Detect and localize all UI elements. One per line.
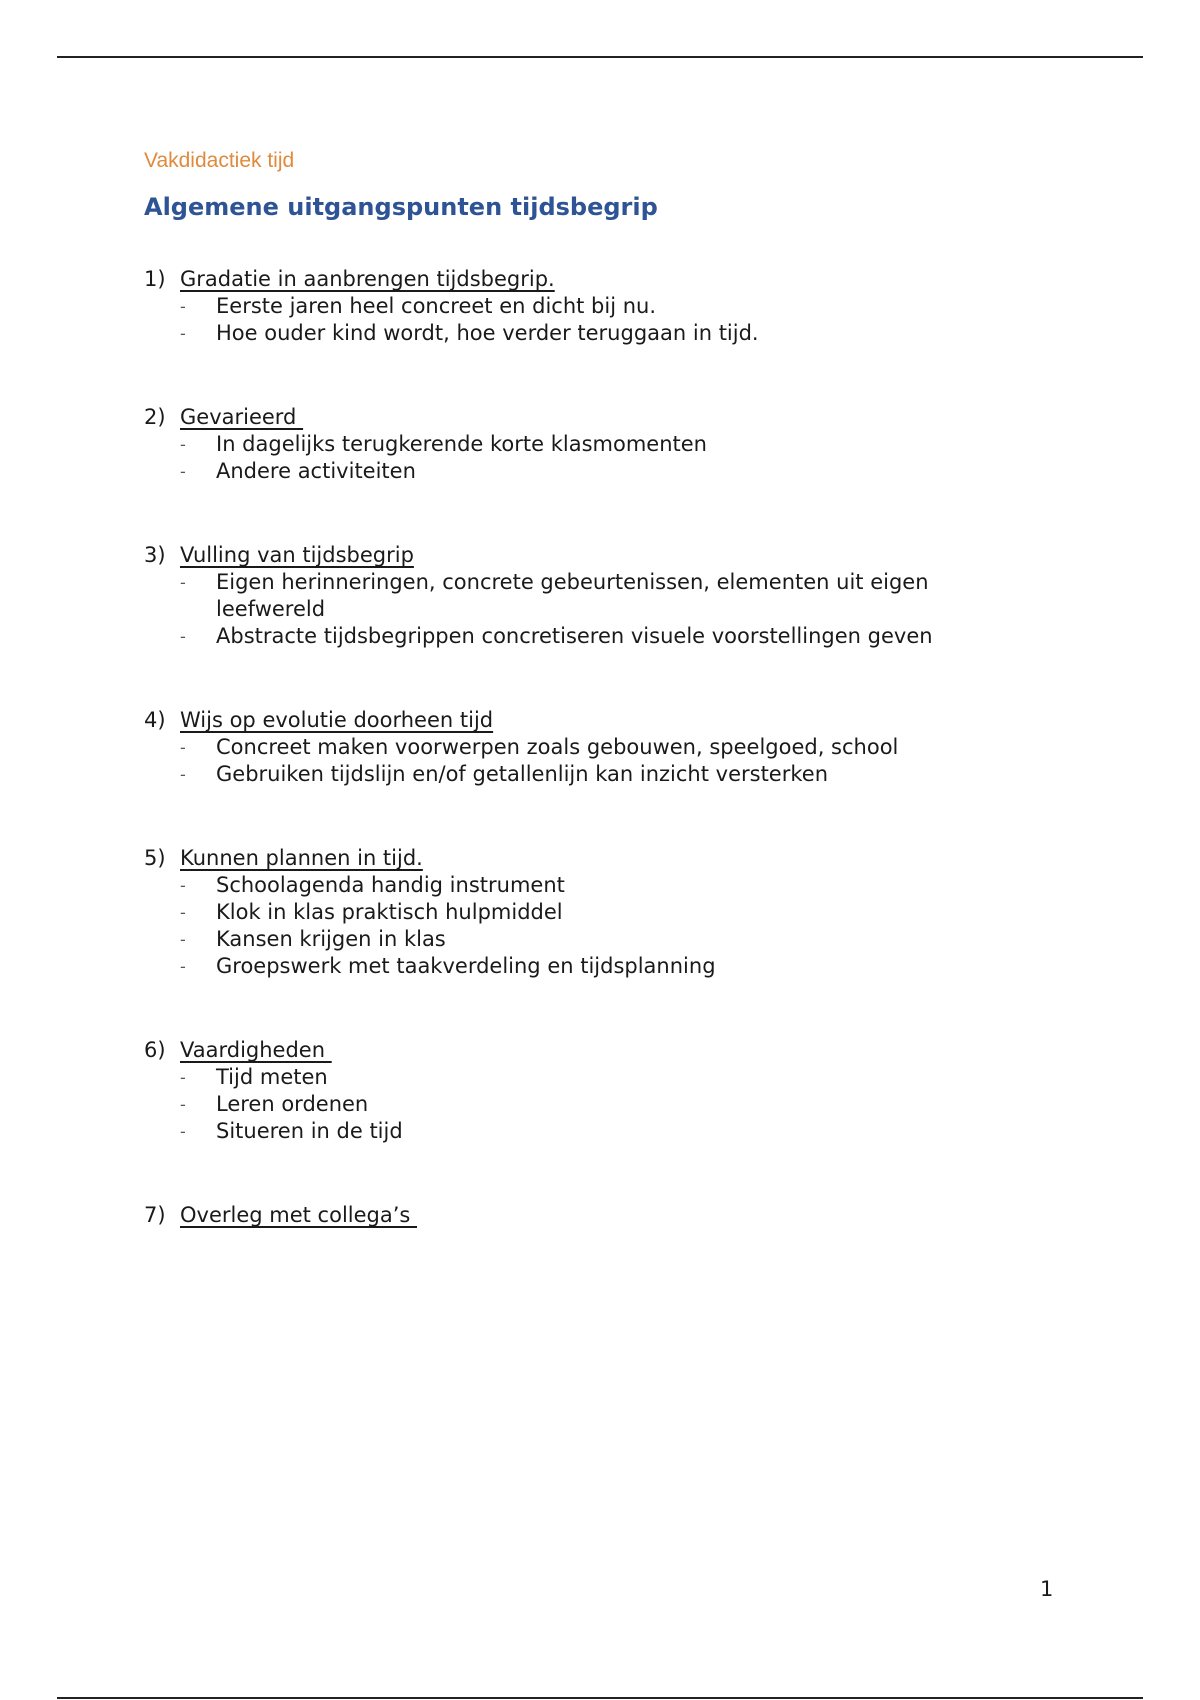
section-title-text: Gevarieerd [180,405,304,429]
section-title [144,265,1044,293]
bullet-dash: - [180,903,186,922]
list-item [144,320,1044,347]
bullet-dash: - [180,435,186,454]
document-heading: Algemene uitgangspunten tijdsbegrip [144,193,658,221]
list-item [144,1064,1044,1091]
section-title [144,541,1044,569]
list-item-text: Gebruiken tijdslijn en/of getallenlijn kan inzicht versterken [216,762,829,786]
list-item [144,926,1044,953]
bullet-dash: - [180,930,186,949]
page-number: 1 [1040,1577,1054,1601]
bullet-list [144,872,1044,980]
list-item-text: Leren ordenen [216,1092,369,1116]
section-title-text: Gradatie in aanbrengen tijdsbegrip. [180,267,555,291]
list-item-text: Situeren in de tijd [216,1119,403,1143]
bullet-list [144,431,1044,485]
list-item [144,899,1044,926]
header-rule [57,56,1143,58]
section [144,1036,1044,1145]
list-item-text: Concreet maken voorwerpen zoals gebouwen, speelgoed, school [216,735,899,759]
bullet-dash: - [180,957,186,976]
section-number: 5) [144,846,166,870]
section-number: 7) [144,1203,166,1227]
section-number: 6) [144,1038,166,1062]
section-number: 3) [144,543,166,567]
section-title-text: Vaardigheden [180,1038,332,1062]
section [144,844,1044,980]
sections-list [144,265,1044,1229]
document-page [144,145,1044,1285]
bullet-dash: - [180,765,186,784]
bullet-dash: - [180,462,186,481]
list-item [144,761,1044,788]
list-item [144,1118,1044,1145]
section-title [144,706,1044,734]
section-title-text: Wijs op evolutie doorheen tijd [180,708,494,732]
section-number: 1) [144,267,166,291]
bullet-dash: - [180,1122,186,1141]
list-item [144,431,1044,458]
bullet-dash: - [180,573,186,592]
list-item-text: Eerste jaren heel concreet en dicht bij nu. [216,294,657,318]
list-item [144,623,1044,650]
list-item-text: Abstracte tijdsbegrippen concretiseren visuele voorstellingen geven [216,624,933,648]
section-title [144,844,1044,872]
section-title-text: Vulling van tijdsbegrip [180,543,414,567]
section-title-text: Kunnen plannen in tijd. [180,846,423,870]
section-title [144,1201,1044,1229]
bullet-list [144,734,1044,788]
bullet-dash: - [180,1095,186,1114]
bullet-dash: - [180,738,186,757]
section [144,541,1044,650]
list-item-text: Klok in klas praktisch hulpmiddel [216,900,563,924]
bullet-dash: - [180,627,186,646]
section [144,265,1044,347]
footer-rule [57,1697,1143,1699]
list-item [144,1091,1044,1118]
section-number: 2) [144,405,166,429]
section [144,403,1044,485]
list-item-text: Hoe ouder kind wordt, hoe verder teruggaan in tijd. [216,321,759,345]
list-item [144,458,1044,485]
section-number: 4) [144,708,166,732]
bullet-dash: - [180,1068,186,1087]
bullet-list [144,569,1044,650]
bullet-dash: - [180,876,186,895]
bullet-dash: - [180,324,186,343]
section [144,706,1044,788]
bullet-list [144,293,1044,347]
section-title-text: Overleg met collega’s [180,1203,418,1227]
bullet-list [144,1064,1044,1145]
list-item [144,569,1044,623]
list-item [144,872,1044,899]
list-item-text: Andere activiteiten [216,459,416,483]
list-item [144,734,1044,761]
section-title [144,403,1044,431]
list-item-text: Schoolagenda handig instrument [216,873,565,897]
list-item-text: Tijd meten [216,1065,328,1089]
list-item-text: Eigen herinneringen, concrete gebeurtenissen, elementen uit eigen leefwereld [216,570,929,621]
document-subtitle: Vakdidactiek tijd [144,149,295,172]
list-item [144,293,1044,320]
section [144,1201,1044,1229]
section-title [144,1036,1044,1064]
bullet-dash: - [180,297,186,316]
list-item-text: In dagelijks terugkerende korte klasmomenten [216,432,707,456]
list-item-text: Kansen krijgen in klas [216,927,446,951]
list-item-text: Groepswerk met taakverdeling en tijdsplanning [216,954,716,978]
list-item [144,953,1044,980]
